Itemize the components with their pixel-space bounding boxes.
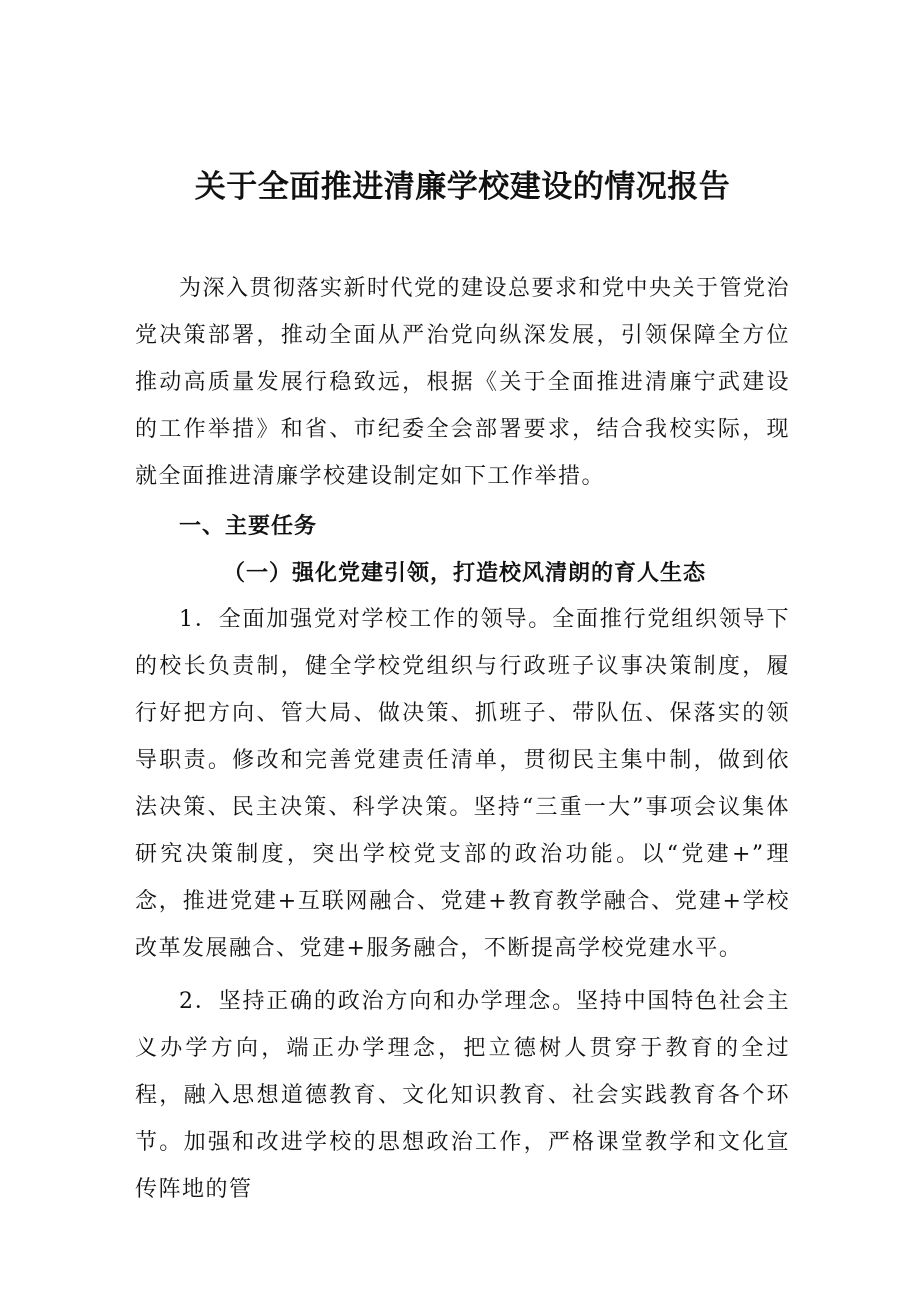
subsection-heading-party-building: （一）强化党建引领，打造校风清朗的育人生态 [223, 560, 707, 586]
paragraph-item-1: 1．全面加强党对学校工作的领导。全面推行党组织领导下的校长负责制，健全学校党组织与行政班子议事决策制度，履行好把方向、管大局、做决策、抓班子、带队伍、保落实的领导职责。修改和完善党建责任清单，贯彻民主集中制，做到依法决策、民主决策、科学决策。坚持“三重一大”事项会议集体研究决策制度，突出学校党支部的政治功能。以“党建+”理念，推进党建+互联网融合、党建+教育教学融合、党建+学校改革发展融合、党建+服务融合，不断提高学校党建水平。 [135, 607, 790, 961]
document-title: 关于全面推进清廉学校建设的情况报告 [194, 169, 731, 205]
paragraph-item-2: 2．坚持正确的政治方向和办学理念。坚持中国特色社会主义办学方向，端正办学理念，把立德树人贯穿于教育的全过程，融入思想道德教育、文化知识教育、社会实践教育各个环节。加强和改进学校的思想政治工作，严格课堂教学和文化宣传阵地的管 [135, 989, 790, 1202]
section-heading-main-tasks: 一、主要任务 [179, 514, 318, 539]
intro-paragraph: 为深入贯彻落实新时代党的建设总要求和党中央关于管党治党决策部署，推动全面从严治党向纵深发展，引领保障全方位推动高质量发展行稳致远，根据《关于全面推进清廉宁武建设的工作举措》和省、市纪委全会部署要求，结合我校实际，现就全面推进清廉学校建设制定如下工作举措。 [135, 276, 791, 489]
